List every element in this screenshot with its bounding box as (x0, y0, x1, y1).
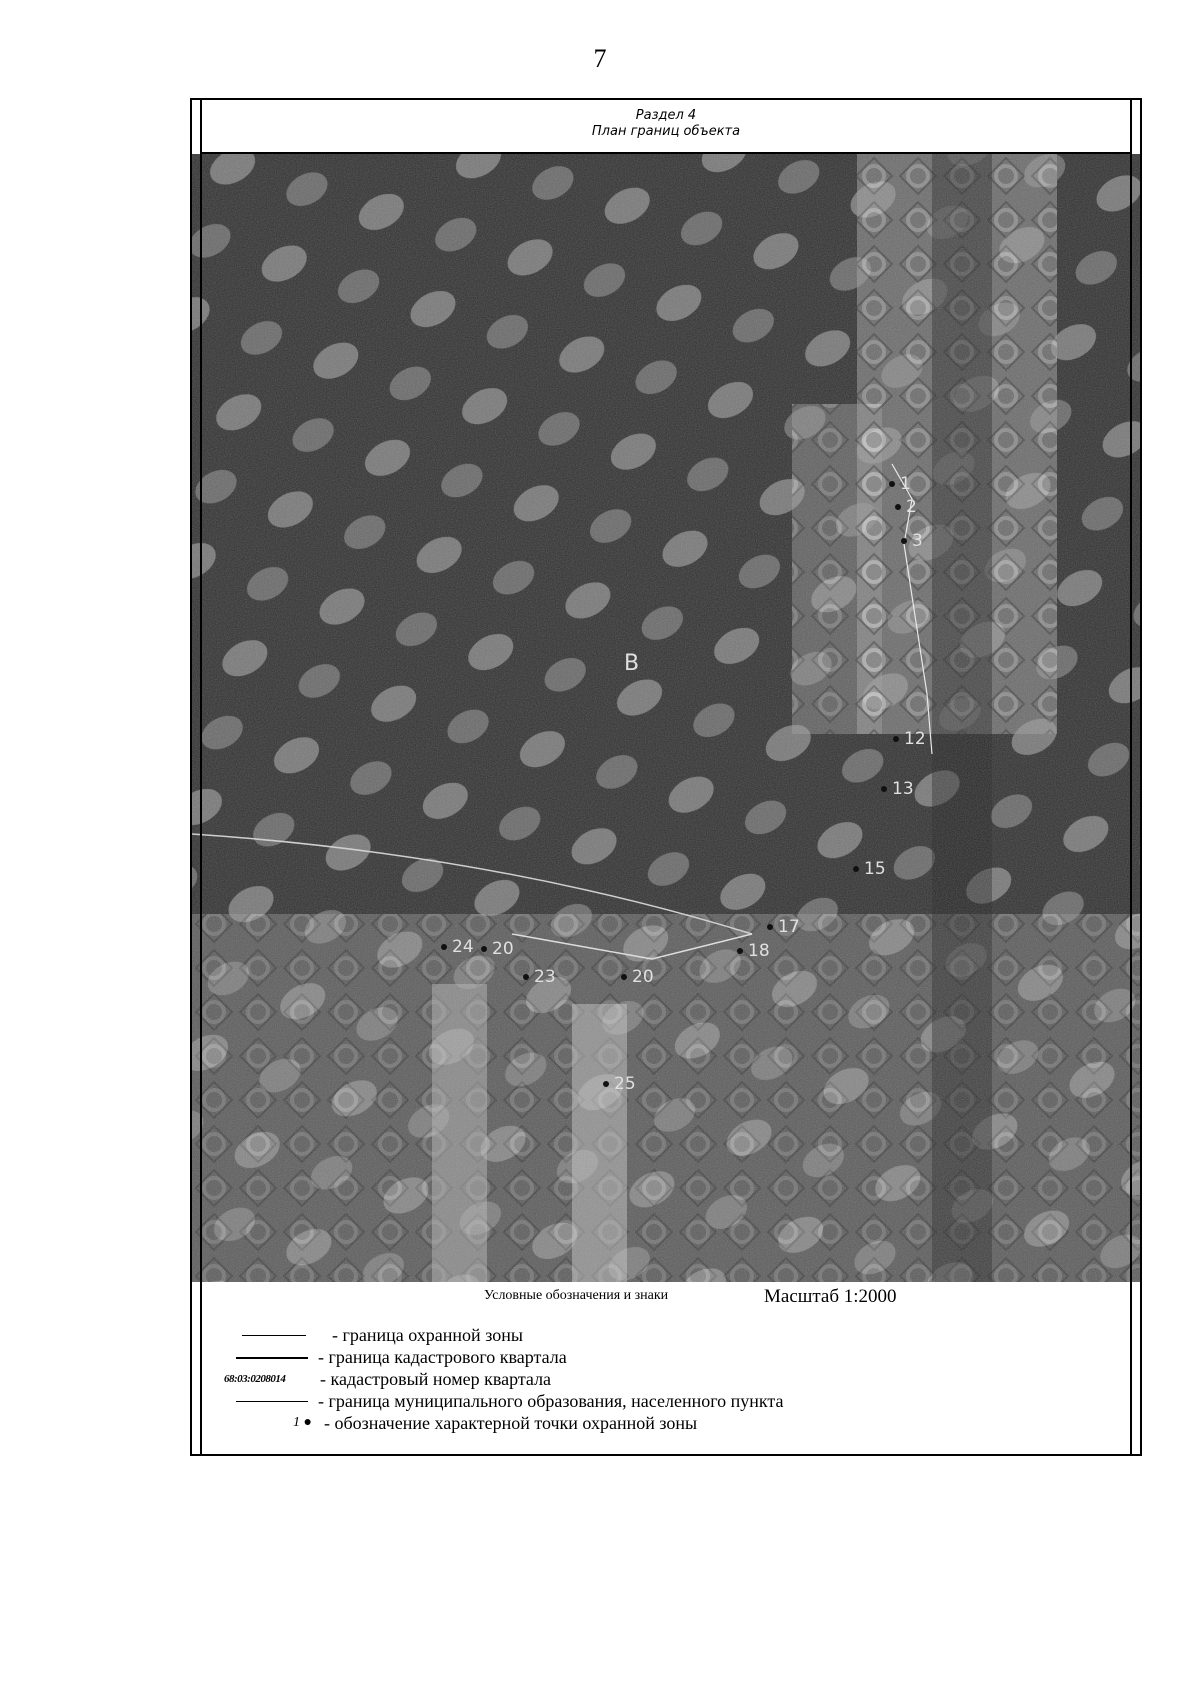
frame-inner-border-left (200, 100, 202, 1454)
boundary-point-marker (853, 866, 859, 872)
boundary-point-marker (603, 1081, 609, 1087)
protection-zone-line-icon (222, 1325, 312, 1345)
legend-item-cadastral-number (222, 1368, 551, 1390)
boundary-point-label: 24 (452, 937, 474, 957)
map-image (192, 154, 1140, 1282)
boundary-point-marker (523, 974, 529, 980)
legend-text: - граница охранной зоны (332, 1324, 523, 1345)
boundary-point-label: 17 (778, 917, 800, 937)
plan-header (202, 100, 1130, 154)
boundary-point-label: 12 (904, 729, 926, 749)
boundary-point-marker (481, 946, 487, 952)
boundary-point-marker (901, 538, 907, 544)
boundary-point-marker (737, 948, 743, 954)
boundary-point-label: 1 (900, 474, 911, 494)
legend-text: - обозначение характерной точки охранной зоны (324, 1412, 698, 1433)
cadastral-number-symbol: 68:03:0208014 (224, 1373, 286, 1385)
boundary-point-label: 20 (492, 939, 514, 959)
boundary-point-marker (621, 974, 627, 980)
page-number: 7 (593, 44, 607, 73)
cadastral-quarter-line-icon (222, 1347, 312, 1367)
legend-item-point (222, 1412, 697, 1434)
boundary-point-marker (767, 924, 773, 930)
boundary-point-label: 2 (906, 497, 917, 517)
map-svg (192, 154, 1140, 1282)
boundary-point-label: 3 (912, 531, 923, 551)
point-symbol: 1 ● (293, 1415, 312, 1430)
boundary-point-marker (889, 481, 895, 487)
boundary-point-label: 15 (864, 859, 886, 879)
boundary-point-label: 25 (614, 1074, 636, 1094)
boundary-point-marker (881, 786, 887, 792)
boundary-point-label: 18 (748, 941, 770, 961)
legend-text: - граница кадастрового квартала (318, 1346, 567, 1367)
legend (202, 1282, 1130, 1454)
legend-item-municipal-boundary (222, 1390, 784, 1412)
section-title: Раздел 4 (635, 108, 697, 123)
boundary-point-marker (441, 944, 447, 950)
boundary-point-label: 20 (632, 967, 654, 987)
scale-label: Масштаб 1:2000 (764, 1286, 897, 1307)
legend-text: - граница муниципального образования, населенного пункта (318, 1390, 784, 1411)
boundary-point-marker (893, 736, 899, 742)
legend-item-protection-zone (222, 1324, 523, 1346)
boundary-point-marker (895, 504, 901, 510)
boundary-point-label: 23 (534, 967, 556, 987)
municipal-boundary-line-icon (222, 1391, 312, 1411)
plan-title: План границ объекта (591, 124, 741, 139)
frame-inner-border-right (1130, 100, 1132, 1454)
boundary-point-label: 13 (892, 779, 914, 799)
map-letter-label: В (624, 651, 640, 676)
legend-item-cadastral-quarter (222, 1346, 567, 1368)
plan-frame (190, 98, 1142, 1456)
legend-text: - кадастровый номер квартала (320, 1368, 552, 1389)
legend-title: Условные обозначения и знаки (484, 1288, 669, 1303)
